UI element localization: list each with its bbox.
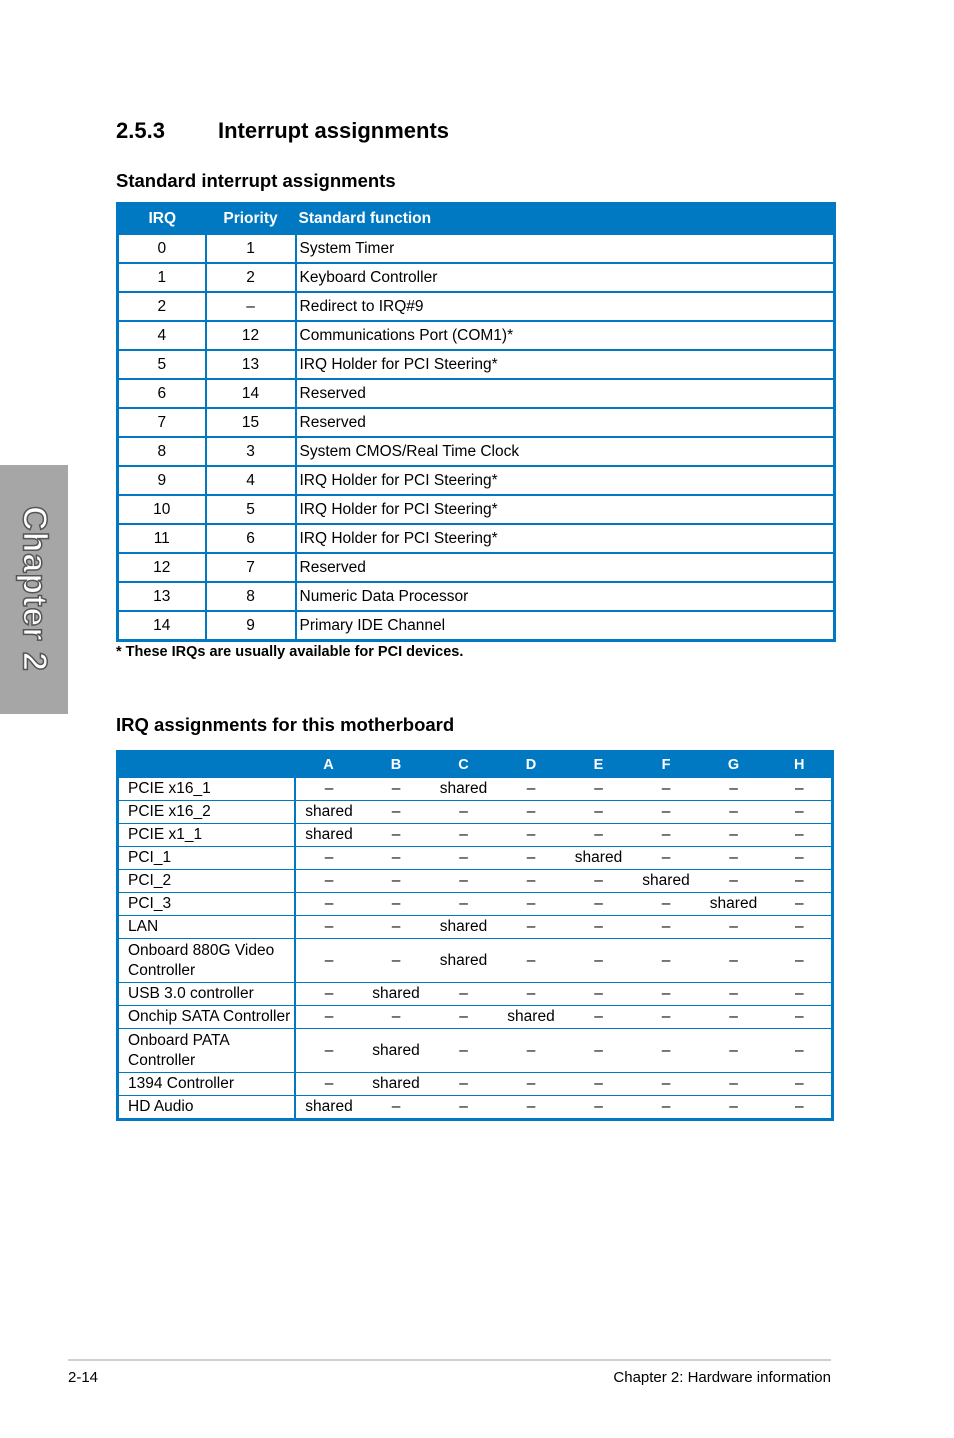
assignment-cell: –: [768, 778, 833, 801]
assignment-cell: –: [363, 778, 430, 801]
assignment-cell: –: [633, 824, 700, 847]
assignment-cell: –: [565, 1029, 633, 1073]
assignment-cell: shared: [430, 939, 498, 983]
function-cell: System CMOS/Real Time Clock: [296, 437, 835, 466]
table-header-row: [118, 752, 833, 778]
assignment-cell: –: [363, 870, 430, 893]
assignment-cell: –: [565, 870, 633, 893]
assignment-cell: shared: [700, 893, 768, 916]
assignment-cell: shared: [633, 870, 700, 893]
priority-cell: 12: [206, 321, 296, 350]
page-number: 2-14: [68, 1369, 99, 1386]
priority-cell: 4: [206, 466, 296, 495]
assignment-cell: –: [295, 983, 363, 1006]
table-row: [118, 437, 835, 466]
irq-cell: 8: [118, 437, 206, 466]
assignment-cell: –: [430, 1096, 498, 1120]
section-number: 2.5.3: [116, 118, 165, 143]
priority-cell: 2: [206, 263, 296, 292]
standard-irq-table: [116, 202, 836, 642]
assignment-cell: –: [430, 801, 498, 824]
table-row: [118, 582, 835, 611]
function-cell: Reserved: [296, 379, 835, 408]
chapter-side-tab-label: Chapter 2: [15, 506, 54, 672]
assignment-cell: –: [430, 1073, 498, 1096]
function-cell: Reserved: [296, 553, 835, 582]
assignment-cell: –: [565, 893, 633, 916]
table-row: [118, 553, 835, 582]
column-header: IRQ: [118, 204, 206, 235]
assignment-cell: –: [700, 916, 768, 939]
table-row: [118, 1029, 833, 1073]
irq-cell: 5: [118, 350, 206, 379]
assignment-cell: –: [633, 1006, 700, 1029]
irq-cell: 12: [118, 553, 206, 582]
priority-cell: 3: [206, 437, 296, 466]
function-cell: Reserved: [296, 408, 835, 437]
column-header: Standard function: [296, 204, 835, 235]
assignment-cell: –: [498, 870, 565, 893]
footnote: * These IRQs are usually available for PCI devices.: [116, 644, 464, 660]
assignment-cell: –: [768, 1029, 833, 1073]
assignment-cell: –: [430, 824, 498, 847]
function-cell: IRQ Holder for PCI Steering*: [296, 495, 835, 524]
table-row: [118, 466, 835, 495]
assignment-cell: shared: [363, 1029, 430, 1073]
table-row: [118, 893, 833, 916]
priority-cell: –: [206, 292, 296, 321]
device-cell: PCI_2: [118, 870, 295, 893]
irq-cell: 9: [118, 466, 206, 495]
assignment-cell: –: [498, 824, 565, 847]
assignment-cell: –: [768, 893, 833, 916]
priority-cell: 8: [206, 582, 296, 611]
table-row: [118, 824, 833, 847]
assignment-cell: –: [565, 1073, 633, 1096]
board-irq-table: [116, 750, 834, 1121]
assignment-cell: –: [363, 1096, 430, 1120]
assignment-cell: shared: [430, 916, 498, 939]
assignment-cell: –: [633, 939, 700, 983]
assignment-cell: –: [633, 1029, 700, 1073]
table-row: [118, 408, 835, 437]
assignment-cell: –: [498, 847, 565, 870]
assignment-cell: shared: [363, 1073, 430, 1096]
assignment-cell: –: [430, 1029, 498, 1073]
priority-cell: 9: [206, 611, 296, 641]
device-cell: PCI_3: [118, 893, 295, 916]
table-row: [118, 611, 835, 641]
assignment-cell: –: [633, 983, 700, 1006]
irq-board-heading: IRQ assignments for this motherboard: [116, 714, 455, 735]
assignment-cell: –: [498, 1096, 565, 1120]
function-cell: IRQ Holder for PCI Steering*: [296, 524, 835, 553]
assignment-cell: –: [295, 1029, 363, 1073]
table-row: [118, 870, 833, 893]
assignment-cell: –: [700, 870, 768, 893]
device-cell: HD Audio: [118, 1096, 295, 1120]
function-cell: Keyboard Controller: [296, 263, 835, 292]
table-row: [118, 321, 835, 350]
irq-cell: 13: [118, 582, 206, 611]
section-title: Interrupt assignments: [218, 118, 450, 143]
column-header: G: [700, 752, 768, 778]
column-header: A: [295, 752, 363, 778]
table-row: [118, 292, 835, 321]
assignment-cell: –: [295, 916, 363, 939]
device-cell: PCIE x16_1: [118, 778, 295, 801]
assignment-cell: –: [498, 893, 565, 916]
table-row: [118, 939, 833, 983]
assignment-cell: –: [700, 1029, 768, 1073]
irq-cell: 6: [118, 379, 206, 408]
assignment-cell: –: [565, 824, 633, 847]
assignment-cell: –: [700, 824, 768, 847]
assignment-cell: –: [565, 801, 633, 824]
assignment-cell: –: [768, 939, 833, 983]
assignment-cell: –: [295, 893, 363, 916]
device-cell: Onboard 880G Video Controller: [118, 939, 295, 983]
column-header: C: [430, 752, 498, 778]
column-header: H: [768, 752, 833, 778]
table-row: [118, 350, 835, 379]
assignment-cell: –: [363, 824, 430, 847]
priority-cell: 7: [206, 553, 296, 582]
assignment-cell: –: [498, 1029, 565, 1073]
assignment-cell: –: [295, 1073, 363, 1096]
assignment-cell: –: [363, 893, 430, 916]
assignment-cell: –: [363, 916, 430, 939]
assignment-cell: –: [768, 847, 833, 870]
priority-cell: 14: [206, 379, 296, 408]
assignment-cell: –: [498, 778, 565, 801]
assignment-cell: –: [633, 801, 700, 824]
function-cell: IRQ Holder for PCI Steering*: [296, 350, 835, 379]
priority-cell: 6: [206, 524, 296, 553]
table-row: [118, 847, 833, 870]
assignment-cell: –: [633, 893, 700, 916]
assignment-cell: –: [430, 847, 498, 870]
footer-divider: [68, 1359, 831, 1361]
irq-cell: 4: [118, 321, 206, 350]
function-cell: System Timer: [296, 234, 835, 263]
device-cell: PCIE x16_2: [118, 801, 295, 824]
assignment-cell: –: [430, 983, 498, 1006]
function-cell: IRQ Holder for PCI Steering*: [296, 466, 835, 495]
assignment-cell: –: [565, 1006, 633, 1029]
assignment-cell: –: [565, 1096, 633, 1120]
assignment-cell: –: [768, 1073, 833, 1096]
standard-heading: Standard interrupt assignments: [116, 170, 396, 191]
irq-cell: 10: [118, 495, 206, 524]
assignment-cell: –: [633, 1073, 700, 1096]
priority-cell: 15: [206, 408, 296, 437]
table-row: [118, 916, 833, 939]
table-row: [118, 379, 835, 408]
assignment-cell: shared: [498, 1006, 565, 1029]
assignment-cell: –: [768, 870, 833, 893]
assignment-cell: –: [700, 778, 768, 801]
device-cell: PCI_1: [118, 847, 295, 870]
assignment-cell: –: [633, 1096, 700, 1120]
table-row: [118, 495, 835, 524]
priority-cell: 1: [206, 234, 296, 263]
assignment-cell: –: [295, 939, 363, 983]
irq-cell: 11: [118, 524, 206, 553]
assignment-cell: –: [363, 939, 430, 983]
assignment-cell: –: [565, 939, 633, 983]
function-cell: Redirect to IRQ#9: [296, 292, 835, 321]
assignment-cell: –: [768, 916, 833, 939]
assignment-cell: –: [295, 1006, 363, 1029]
device-cell: Onchip SATA Controller: [118, 1006, 295, 1029]
table-row: [118, 1006, 833, 1029]
table-row: [118, 524, 835, 553]
assignment-cell: shared: [565, 847, 633, 870]
assignment-cell: –: [565, 916, 633, 939]
device-cell: Onboard PATA Controller: [118, 1029, 295, 1073]
column-header: E: [565, 752, 633, 778]
irq-cell: 2: [118, 292, 206, 321]
footer-chapter-title: Chapter 2: Hardware information: [613, 1369, 831, 1386]
assignment-cell: –: [700, 1073, 768, 1096]
assignment-cell: –: [430, 1006, 498, 1029]
assignment-cell: –: [295, 778, 363, 801]
device-cell: LAN: [118, 916, 295, 939]
column-header: [118, 752, 295, 778]
assignment-cell: –: [633, 778, 700, 801]
assignment-cell: –: [768, 824, 833, 847]
assignment-cell: –: [768, 801, 833, 824]
table-row: [118, 234, 835, 263]
table-row: [118, 263, 835, 292]
device-cell: PCIE x1_1: [118, 824, 295, 847]
table-row: [118, 983, 833, 1006]
priority-cell: 13: [206, 350, 296, 379]
irq-cell: 0: [118, 234, 206, 263]
assignment-cell: –: [498, 916, 565, 939]
assignment-cell: –: [700, 983, 768, 1006]
assignment-cell: –: [768, 1096, 833, 1120]
assignment-cell: –: [768, 1006, 833, 1029]
assignment-cell: –: [498, 983, 565, 1006]
assignment-cell: –: [768, 983, 833, 1006]
assignment-cell: shared: [295, 824, 363, 847]
assignment-cell: –: [498, 1073, 565, 1096]
assignment-cell: shared: [295, 801, 363, 824]
assignment-cell: –: [430, 893, 498, 916]
assignment-cell: –: [565, 778, 633, 801]
section-heading: [116, 118, 449, 144]
table-row: [118, 1096, 833, 1120]
table-row: [118, 778, 833, 801]
assignment-cell: –: [430, 870, 498, 893]
assignment-cell: –: [700, 939, 768, 983]
table-header-row: [118, 204, 835, 235]
irq-cell: 14: [118, 611, 206, 641]
column-header: F: [633, 752, 700, 778]
irq-cell: 1: [118, 263, 206, 292]
assignment-cell: shared: [363, 983, 430, 1006]
assignment-cell: –: [498, 801, 565, 824]
assignment-cell: –: [633, 916, 700, 939]
table-row: [118, 801, 833, 824]
function-cell: Communications Port (COM1)*: [296, 321, 835, 350]
column-header: Priority: [206, 204, 296, 235]
device-cell: USB 3.0 controller: [118, 983, 295, 1006]
column-header: D: [498, 752, 565, 778]
assignment-cell: –: [498, 939, 565, 983]
assignment-cell: shared: [430, 778, 498, 801]
table-row: [118, 1073, 833, 1096]
chapter-side-tab: [0, 465, 68, 714]
function-cell: Numeric Data Processor: [296, 582, 835, 611]
assignment-cell: –: [700, 1006, 768, 1029]
assignment-cell: –: [363, 847, 430, 870]
assignment-cell: –: [700, 801, 768, 824]
column-header: B: [363, 752, 430, 778]
device-cell: 1394 Controller: [118, 1073, 295, 1096]
assignment-cell: –: [700, 847, 768, 870]
irq-cell: 7: [118, 408, 206, 437]
function-cell: Primary IDE Channel: [296, 611, 835, 641]
assignment-cell: –: [633, 847, 700, 870]
assignment-cell: –: [363, 801, 430, 824]
assignment-cell: shared: [295, 1096, 363, 1120]
assignment-cell: –: [295, 847, 363, 870]
assignment-cell: –: [363, 1006, 430, 1029]
priority-cell: 5: [206, 495, 296, 524]
assignment-cell: –: [700, 1096, 768, 1120]
assignment-cell: –: [565, 983, 633, 1006]
assignment-cell: –: [295, 870, 363, 893]
